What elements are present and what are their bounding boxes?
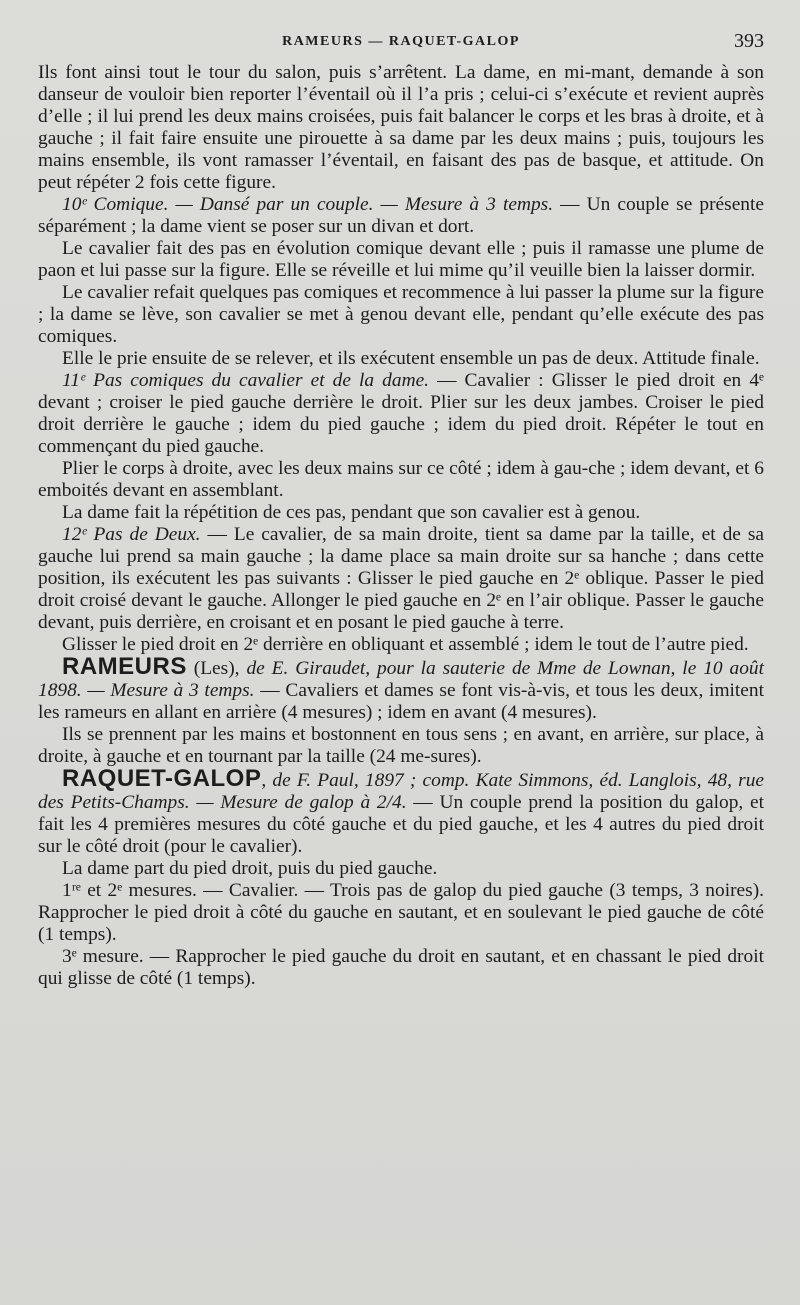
entry-headword: RAMEURS bbox=[62, 653, 187, 680]
italic-run: 11ᵉ Pas comiques du cavalier et de la dame. bbox=[62, 370, 430, 391]
italic-run: 12ᵉ Pas de Deux. bbox=[62, 524, 201, 545]
text-run: , bbox=[261, 770, 273, 791]
paragraph bbox=[38, 724, 764, 768]
running-title: RAMEURS — RAQUET-GALOP bbox=[282, 34, 520, 49]
dictionary-entry bbox=[38, 653, 764, 724]
text-run: (Les), bbox=[186, 658, 247, 679]
italic-run: de F. Paul, 1897 ; comp. Kate Simmons, éd. Langlois, 48, rue des Petits-Champs. — Mesure de galop à 2/4. bbox=[38, 770, 764, 813]
running-head bbox=[38, 28, 764, 62]
paragraph bbox=[38, 946, 764, 990]
paragraph bbox=[38, 524, 764, 634]
paragraph bbox=[38, 858, 764, 880]
paragraph bbox=[38, 502, 764, 524]
dictionary-entry bbox=[38, 765, 764, 858]
text-run: Plier le corps à droite, avec les deux mains sur ce côté ; idem à gau-che ; idem devant, et 6 emboités devant en assemblant. bbox=[38, 458, 764, 501]
text-run: La dame fait la répétition de ces pas, pendant que son cavalier est à genou. bbox=[62, 502, 641, 523]
text-run: Ils se prennent par les mains et bostonnent en tous sens ; en avant, en arrière, sur place, à droite, à gauche et en tournant par la taille (24 me-sures). bbox=[38, 724, 764, 767]
text-run: — Cavaliers et dames se font vis-à-vis, et tous les deux, imitent les rameurs en allant en arrière (4 mesures) ; idem en avant (4 mesures). bbox=[38, 680, 764, 723]
paragraph bbox=[38, 458, 764, 502]
text-run: 1ʳᵉ et 2ᵉ mesures. — Cavalier. — Trois pas de galop du pied gauche (3 temps, 3 noires). Rapprocher le pied droit à côté du gauche en sautant, et en soulevant le pied gauche de côté (1 temps). bbox=[38, 880, 764, 945]
paragraph bbox=[38, 880, 764, 946]
text-run: La dame part du pied droit, puis du pied gauche. bbox=[62, 858, 438, 879]
paragraph bbox=[38, 238, 764, 282]
paragraph bbox=[38, 348, 764, 370]
paragraph bbox=[38, 62, 764, 194]
text-run: 3ᵉ mesure. — Rapprocher le pied gauche du droit en sautant, et en chassant le pied droit qui glisse de côté (1 temps). bbox=[38, 946, 764, 989]
entry-headword: RAQUET-GALOP bbox=[62, 765, 262, 792]
text-run: — Le cavalier, de sa main droite, tient sa dame par la taille, et de sa gauche lui prend sa main gauche ; la dame place sa main droite sur sa hanche ; dans cette position, ils exécutent les pas suivants : Glisser le pied gauche en 2ᵉ oblique. Passer le pied droit croisé devant le gauche. Allonger le pied gauche en 2ᵉ en l’air oblique. Passer le gauche devant, puis derrière, en croisant et en posant le pied gauche à terre. bbox=[38, 524, 764, 633]
text-run: Le cavalier fait des pas en évolution comique devant elle ; puis il ramasse une plume de paon et lui passe sur la figure. Elle se réveille et lui mime qu’il veuille bien la laisser dormir. bbox=[38, 238, 764, 281]
text-run: Ils font ainsi tout le tour du salon, puis s’arrêtent. La dame, en mi-mant, demande à son danseur de vouloir bien reporter l’éventail où il l’a pris ; celui-ci s’exécute et revient auprès d’elle ; il lui prend les deux mains croisées, puis fait balancer le corps et les bras à droite, et à gauche ; il fait faire ensuite une pirouette à sa dame par les deux mains ; puis, toujours les mains ensemble, ils vont ramasser l’éventail, en faisant des pas de basque, et attitude. On peut répéter 2 fois cette figure. bbox=[38, 62, 764, 193]
page-number: 393 bbox=[734, 30, 764, 52]
text-run: Glisser le pied droit en 2ᵉ derrière en obliquant et assemblé ; idem le tout de l’autre pied. bbox=[62, 634, 749, 655]
italic-run: de E. Giraudet, pour la sauterie de Mme de Lownan, le 10 août 1898. — Mesure à 3 temps. bbox=[38, 658, 764, 701]
paragraph bbox=[38, 194, 764, 238]
paragraph bbox=[38, 370, 764, 458]
text-run: — Cavalier : Glisser le pied droit en 4ᵉ devant ; croiser le pied gauche derrière le droit. Plier sur les deux jambes. Croiser le pied droit derrière le gauche ; idem du pied gauche ; idem du pied droit. Répéter le tout en commençant du pied gauche. bbox=[38, 370, 764, 457]
text-run: Le cavalier refait quelques pas comiques et recommence à lui passer la plume sur la figure ; la dame se lève, son cavalier se met à genou devant elle, pendant qu’elle exécute des pas comiques. bbox=[38, 282, 764, 347]
italic-run: 10ᵉ Comique. — Dansé par un couple. — Mesure à 3 temps. bbox=[62, 194, 554, 215]
body-text bbox=[38, 62, 764, 990]
text-run: Elle le prie ensuite de se relever, et ils exécutent ensemble un pas de deux. Attitude finale. bbox=[62, 348, 760, 369]
text-run: — Un couple se présente séparément ; la dame vient se poser sur un divan et dort. bbox=[38, 194, 764, 237]
paragraph bbox=[38, 282, 764, 348]
text-run: — Un couple prend la position du galop, et fait les 4 premières mesures du côté gauche et du pied gauche, et les 4 autres du pied droit sur le côté droit (pour le cavalier). bbox=[38, 792, 764, 857]
